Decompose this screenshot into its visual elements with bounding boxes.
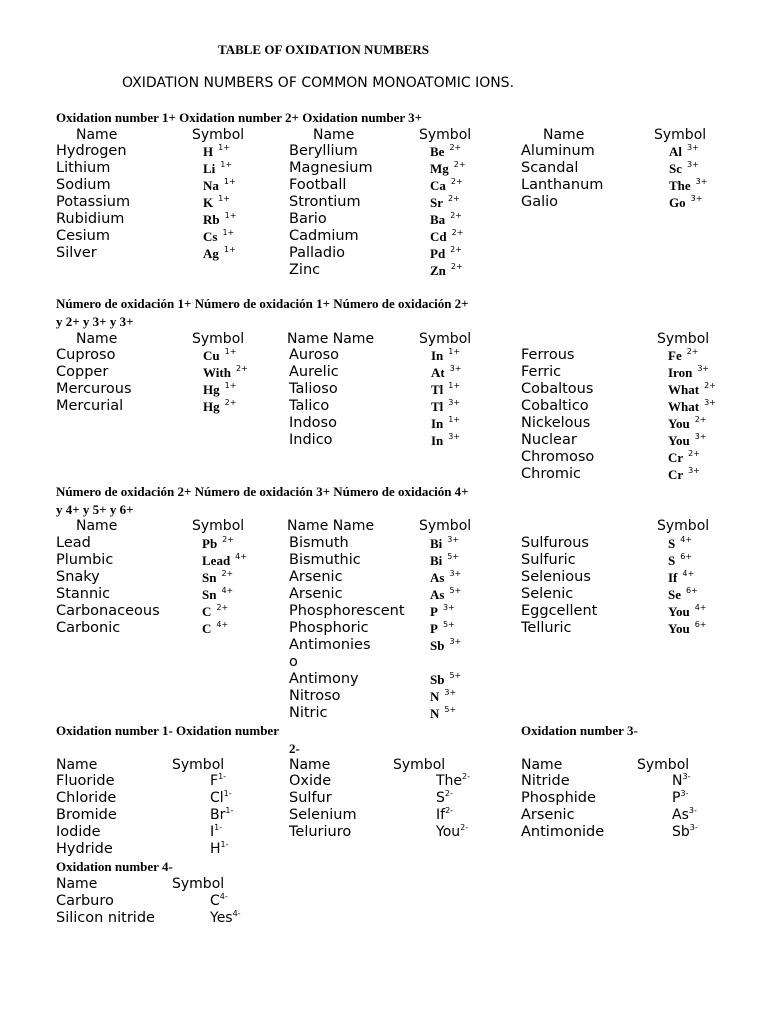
ion-name: Eggcellent — [521, 603, 598, 619]
ion-name: Selenious — [521, 569, 591, 585]
ion-charge: 2- — [444, 789, 453, 798]
ion-charge: 3+ — [448, 398, 461, 407]
ion-symbol-text: Yes — [210, 910, 233, 926]
ion-charge: 5+ — [449, 671, 462, 680]
section-4-header-right: Oxidation number 3- — [521, 723, 638, 738]
ion-name: Sulfur — [289, 790, 332, 806]
ion-name: Plumbic — [56, 552, 114, 568]
ion-charge: 3+ — [694, 432, 707, 441]
s1-col-b-symbol-header: Symbol — [419, 127, 472, 143]
ion-symbol-text: You — [436, 824, 461, 840]
s5-col-a-name-header: Name — [56, 876, 98, 892]
ion-symbol-text: C — [202, 604, 212, 619]
ion-name: Potassium — [56, 194, 131, 210]
ion-symbol-text: Mg — [430, 161, 449, 176]
s5-col-a-symbol-header: Symbol — [172, 876, 225, 892]
ion-symbol-text: H — [203, 144, 214, 159]
ion-charge: 1+ — [224, 211, 237, 220]
s2-col-b-name-header: Name Name — [287, 331, 375, 347]
ion-symbol — [203, 245, 236, 264]
ion-symbol-text: S — [668, 553, 676, 568]
ion-name: Chromic — [521, 466, 581, 482]
ion-charge: 5+ — [444, 705, 457, 714]
ion-name: Arsenic — [289, 569, 343, 585]
ion-name: Phosphoric — [289, 620, 369, 636]
ion-charge: 3- — [682, 772, 691, 781]
ion-name: Nitric — [289, 705, 328, 721]
s4-col-b-symbol-header: Symbol — [393, 757, 446, 773]
ion-symbol-text: Pb — [202, 536, 218, 551]
ion-charge: 6+ — [680, 552, 693, 561]
ion-symbol — [203, 398, 236, 417]
ion-symbol-text: As — [672, 807, 689, 823]
ion-name: Scandal — [521, 160, 579, 176]
ion-charge: 2+ — [688, 449, 700, 458]
ion-symbol-text: C — [210, 893, 220, 909]
ion-charge: 2- — [445, 806, 454, 815]
ion-charge: 1+ — [218, 143, 230, 152]
ion-charge: 3+ — [688, 466, 700, 475]
ion-name: Talioso — [289, 381, 338, 397]
ion-name: Telluric — [521, 620, 572, 636]
ion-name: Strontium — [289, 194, 361, 210]
ion-charge: 5+ — [442, 620, 455, 629]
ion-charge: 3+ — [690, 194, 703, 203]
ion-charge: 3+ — [704, 398, 716, 407]
ion-symbol-text: Ba — [430, 212, 446, 227]
ion-name: Galio — [521, 194, 559, 210]
page-title: TABLE OF OXIDATION NUMBERS — [218, 42, 430, 57]
ion-symbol-text: Br — [210, 807, 226, 823]
ion-symbol-text: Pd — [430, 246, 446, 261]
ion-symbol-text: What — [668, 382, 700, 397]
ion-charge: 2- — [462, 772, 471, 781]
s2-col-a-symbol-header: Symbol — [192, 331, 245, 347]
ion-name: Cesium — [56, 228, 110, 244]
ion-name: Sulfuric — [521, 552, 576, 568]
ion-name: Carbonic — [56, 620, 121, 636]
ion-name: Palladio — [289, 245, 346, 261]
ion-name: Talico — [289, 398, 330, 414]
ion-name: Stannic — [56, 586, 111, 602]
ion-charge: 3+ — [444, 688, 457, 697]
ion-charge: 3+ — [442, 603, 455, 612]
s4-col-c-name-header: Name — [521, 757, 563, 773]
ion-symbol-text: Sr — [430, 195, 443, 210]
ion-name: Lead — [56, 535, 91, 551]
ion-charge: 4+ — [682, 569, 695, 578]
ion-symbol — [210, 893, 228, 911]
ion-symbol-text: With — [203, 365, 231, 380]
ion-name: Silicon nitride — [56, 910, 155, 926]
ion-symbol — [210, 841, 229, 859]
ion-charge: 2+ — [451, 228, 464, 237]
ion-name: Chloride — [56, 790, 117, 806]
ion-name: Lanthanum — [521, 177, 604, 193]
ion-symbol-text: You — [668, 416, 690, 431]
ion-name: Teluriuro — [289, 824, 352, 840]
ion-charge: 3+ — [687, 160, 699, 169]
ion-symbol-text: Tl — [431, 382, 444, 397]
s4-col-b-name-header: Name — [289, 757, 331, 773]
ion-charge: 2+ — [450, 245, 462, 254]
ion-symbol — [672, 824, 698, 842]
ion-name: Arsenic — [289, 586, 343, 602]
ion-symbol-text: S — [436, 790, 445, 806]
ion-name: Zinc — [289, 262, 321, 278]
ion-charge: 2+ — [450, 211, 462, 220]
s3-col-b-symbol-header: Symbol — [419, 518, 472, 534]
ion-name: Silver — [56, 245, 97, 261]
ion-charge: 1- — [218, 772, 227, 781]
ion-name: Lithium — [56, 160, 111, 176]
ion-charge: 1+ — [224, 381, 237, 390]
s3-col-c-symbol-header: Symbol — [657, 518, 710, 534]
s4-col-c-symbol-header: Symbol — [637, 757, 690, 773]
ion-name: Aluminum — [521, 143, 595, 159]
ion-symbol-text: Bi — [430, 553, 443, 568]
ion-name: Cadmium — [289, 228, 359, 244]
ion-charge: 2+ — [694, 415, 707, 424]
ion-symbol-text: Ag — [203, 246, 219, 261]
ion-symbol — [430, 262, 463, 281]
ion-charge: 2- — [460, 823, 469, 832]
ion-symbol-text: Cr — [668, 450, 684, 465]
ion-charge: 4+ — [216, 620, 229, 629]
ion-name: Nuclear — [521, 432, 577, 448]
ion-charge: 3+ — [449, 569, 462, 578]
section-5-header: Oxidation number 4- — [56, 859, 173, 874]
ion-charge: 3- — [689, 823, 698, 832]
ion-name: Iodide — [56, 824, 101, 840]
ion-symbol-text: Be — [430, 144, 445, 159]
ion-symbol — [672, 790, 688, 808]
ion-symbol-text: Sc — [669, 161, 682, 176]
section-4-header-left: Oxidation number 1- Oxidation number — [56, 723, 279, 738]
ion-name: Football — [289, 177, 347, 193]
ion-charge: 2+ — [450, 177, 463, 186]
ion-charge: 3- — [680, 789, 689, 798]
ion-symbol-text: Al — [669, 144, 682, 159]
ion-symbol-text: Go — [669, 195, 686, 210]
section-3-header-line2: y 4+ y 5+ y 6+ — [56, 502, 134, 517]
ion-name: Bario — [289, 211, 327, 227]
section-2-header-line2: y 2+ y 3+ y 3+ — [56, 314, 134, 329]
ion-symbol-text: Ca — [430, 178, 446, 193]
ion-symbol-text: C — [202, 621, 212, 636]
ion-name: Aurelic — [289, 364, 339, 380]
ion-charge: 2+ — [686, 347, 699, 356]
ion-symbol — [669, 194, 702, 213]
ion-charge: 1+ — [222, 228, 235, 237]
s4-col-a-symbol-header: Symbol — [172, 757, 225, 773]
ion-name: Sodium — [56, 177, 111, 193]
ion-symbol-text: Cl — [210, 790, 224, 806]
s2-col-a-name-header: Name — [76, 331, 118, 347]
ion-symbol-text: H — [210, 841, 221, 857]
ion-symbol-text: Cs — [203, 229, 218, 244]
ion-symbol-text: You — [668, 433, 690, 448]
ion-charge: 2+ — [449, 143, 462, 152]
ion-symbol — [668, 466, 700, 485]
ion-name: Indico — [289, 432, 333, 448]
ion-charge: 1+ — [224, 347, 237, 356]
ion-charge: 1+ — [448, 415, 461, 424]
ion-charge: 1+ — [223, 177, 236, 186]
ion-charge: 1- — [223, 789, 232, 798]
ion-symbol-text: In — [431, 433, 444, 448]
ion-name: Copper — [56, 364, 109, 380]
ion-symbol — [436, 824, 468, 842]
ion-name: Oxide — [289, 773, 332, 789]
ion-symbol-text: Sn — [202, 570, 217, 585]
ion-name: Selenic — [521, 586, 574, 602]
ion-charge: 3- — [688, 806, 697, 815]
ion-symbol-text: Na — [203, 178, 219, 193]
ion-symbol — [430, 637, 461, 656]
ion-name: Ferrous — [521, 347, 575, 363]
ion-name: Selenium — [289, 807, 357, 823]
ion-charge: 1+ — [448, 347, 461, 356]
ion-symbol-text: Li — [203, 161, 216, 176]
ion-symbol-text: F — [210, 773, 219, 789]
ion-name: Bismuthic — [289, 552, 361, 568]
s4-col-a-name-header: Name — [56, 757, 98, 773]
ion-name: Magnesium — [289, 160, 373, 176]
ion-charge: 3+ — [697, 364, 710, 373]
ion-name: Antimony — [289, 671, 359, 687]
ion-charge: 4- — [219, 892, 228, 901]
ion-symbol-text: Iron — [668, 365, 693, 380]
ion-charge: 4+ — [680, 535, 693, 544]
ion-charge: 4- — [232, 909, 241, 918]
ion-name: Bismuth — [289, 535, 349, 551]
ion-name: Phosphorescent — [289, 603, 405, 619]
ion-charge: 3+ — [449, 637, 462, 646]
ion-name: Cuproso — [56, 347, 116, 363]
ion-charge: 2+ — [216, 603, 229, 612]
ion-symbol-text: Bi — [430, 536, 443, 551]
ion-symbol-text: Sn — [202, 587, 217, 602]
ion-name: Sulfurous — [521, 535, 589, 551]
ion-name: Rubidium — [56, 211, 125, 227]
ion-symbol-text: N — [430, 706, 440, 721]
ion-symbol-text: As — [430, 587, 445, 602]
ion-charge: 2+ — [704, 381, 716, 390]
ion-name: Mercurial — [56, 398, 124, 414]
ion-symbol-text: What — [668, 399, 700, 414]
s2-col-c-symbol-header: Symbol — [657, 331, 710, 347]
ion-charge: 2+ — [224, 398, 237, 407]
ion-symbol-text: P — [430, 621, 438, 636]
page-subtitle: OXIDATION NUMBERS OF COMMON MONOATOMIC IONS. — [122, 75, 515, 91]
ion-charge: 1+ — [218, 194, 230, 203]
section-4-header-mid: 2- — [289, 741, 300, 756]
ion-name: Ferric — [521, 364, 562, 380]
s1-col-c-symbol-header: Symbol — [654, 127, 707, 143]
section-3-header-line1: Número de oxidación 2+ Número de oxidación 3+ Número de oxidación 4+ — [56, 484, 469, 499]
s1-col-a-symbol-header: Symbol — [192, 127, 245, 143]
ion-charge: 4+ — [694, 603, 707, 612]
ion-name: Fluoride — [56, 773, 115, 789]
ion-symbol — [430, 705, 456, 724]
ion-charge: 1- — [214, 823, 223, 832]
ion-symbol-text: I — [210, 824, 215, 840]
ion-charge: 6+ — [686, 586, 698, 595]
ion-charge: 3+ — [448, 432, 461, 441]
ion-symbol-text: The — [669, 178, 691, 193]
ion-charge: 1- — [225, 806, 234, 815]
ion-charge: 5+ — [449, 586, 462, 595]
ion-name: Cobaltous — [521, 381, 594, 397]
ion-charge: 2+ — [221, 569, 234, 578]
s2-col-b-symbol-header: Symbol — [419, 331, 472, 347]
ion-name: Bromide — [56, 807, 117, 823]
ion-symbol — [668, 620, 706, 639]
ion-charge: 2+ — [222, 535, 234, 544]
ion-name: Cobaltico — [521, 398, 589, 414]
ion-symbol-text: In — [431, 348, 444, 363]
section-1-header: Oxidation number 1+ Oxidation number 2+ Oxidation number 3+ — [56, 110, 423, 125]
ion-name: Chromoso — [521, 449, 595, 465]
ion-name: Antimonide — [521, 824, 605, 840]
ion-charge: 2+ — [453, 160, 466, 169]
ion-charge: 3+ — [687, 143, 699, 152]
ion-symbol-text: P — [430, 604, 438, 619]
ion-symbol-text: Sb — [672, 824, 690, 840]
ion-symbol-text: P — [672, 790, 681, 806]
ion-charge: 1+ — [223, 245, 236, 254]
ion-name: Indoso — [289, 415, 337, 431]
ion-symbol-text: N — [672, 773, 683, 789]
ion-name: Carbonaceous — [56, 603, 160, 619]
ion-charge: 3+ — [695, 177, 708, 186]
ion-charge: 1+ — [448, 381, 461, 390]
s1-col-b-name-header: Name — [313, 127, 355, 143]
ion-name: o — [289, 654, 298, 670]
ion-charge: 2+ — [235, 364, 248, 373]
ion-name: Hydride — [56, 841, 113, 857]
ion-name: Arsenic — [521, 807, 575, 823]
ion-symbol-text: K — [203, 195, 214, 210]
ion-symbol-text: Sb — [430, 638, 445, 653]
ion-symbol-text: Sb — [430, 672, 445, 687]
ion-symbol — [202, 620, 228, 639]
ion-name: Snaky — [56, 569, 100, 585]
ion-symbol-text: You — [668, 621, 690, 636]
ion-symbol — [436, 773, 470, 791]
s3-col-b-name-header: Name Name — [287, 518, 375, 534]
ion-charge: 2+ — [448, 194, 460, 203]
s3-col-a-name-header: Name — [76, 518, 118, 534]
section-2-header-line1: Número de oxidación 1+ Número de oxidación 1+ Número de oxidación 2+ — [56, 296, 469, 311]
ion-symbol-text: In — [431, 416, 444, 431]
ion-name: Phosphide — [521, 790, 596, 806]
ion-symbol-text: Tl — [431, 399, 444, 414]
ion-name: Beryllium — [289, 143, 358, 159]
ion-name: Hydrogen — [56, 143, 127, 159]
ion-symbol-text: As — [430, 570, 445, 585]
ion-symbol-text: Rb — [203, 212, 220, 227]
ion-symbol-text: Cd — [430, 229, 447, 244]
ion-symbol-text: If — [436, 807, 446, 823]
ion-charge: 1+ — [220, 160, 233, 169]
ion-charge: 3+ — [447, 535, 460, 544]
ion-name: Mercurous — [56, 381, 132, 397]
ion-name: Carburo — [56, 893, 114, 909]
ion-symbol — [431, 432, 460, 451]
ion-symbol-text: N — [430, 689, 440, 704]
ion-symbol-text: Lead — [202, 553, 231, 568]
ion-charge: 1- — [220, 840, 229, 849]
ion-symbol-text: Se — [668, 587, 681, 602]
ion-charge: 4+ — [235, 552, 247, 561]
ion-name: Auroso — [289, 347, 340, 363]
ion-name: Antimonies — [289, 637, 371, 653]
ion-charge: 2+ — [450, 262, 463, 271]
ion-symbol — [436, 807, 453, 825]
ion-charge: 4+ — [221, 586, 234, 595]
ion-symbol-text: Hg — [203, 399, 220, 414]
s1-col-c-name-header: Name — [543, 127, 585, 143]
ion-symbol-text: S — [668, 536, 676, 551]
ion-symbol-text: Zn — [430, 263, 446, 278]
s3-col-a-symbol-header: Symbol — [192, 518, 245, 534]
ion-name: Nitroso — [289, 688, 341, 704]
ion-charge: 6+ — [694, 620, 707, 629]
ion-symbol-text: The — [436, 773, 463, 789]
ion-symbol-text: Hg — [203, 382, 220, 397]
ion-symbol-text: Fe — [668, 348, 682, 363]
ion-symbol-text: Cr — [668, 467, 684, 482]
ion-symbol-text: You — [668, 604, 690, 619]
ion-symbol-text: If — [668, 570, 678, 585]
ion-symbol-text: At — [431, 365, 445, 380]
ion-name: Nickelous — [521, 415, 591, 431]
ion-charge: 5+ — [447, 552, 460, 561]
ion-symbol — [210, 910, 241, 928]
ion-charge: 3+ — [449, 364, 462, 373]
s1-col-a-name-header: Name — [76, 127, 118, 143]
ion-symbol-text: Cu — [203, 348, 220, 363]
ion-name: Nitride — [521, 773, 570, 789]
